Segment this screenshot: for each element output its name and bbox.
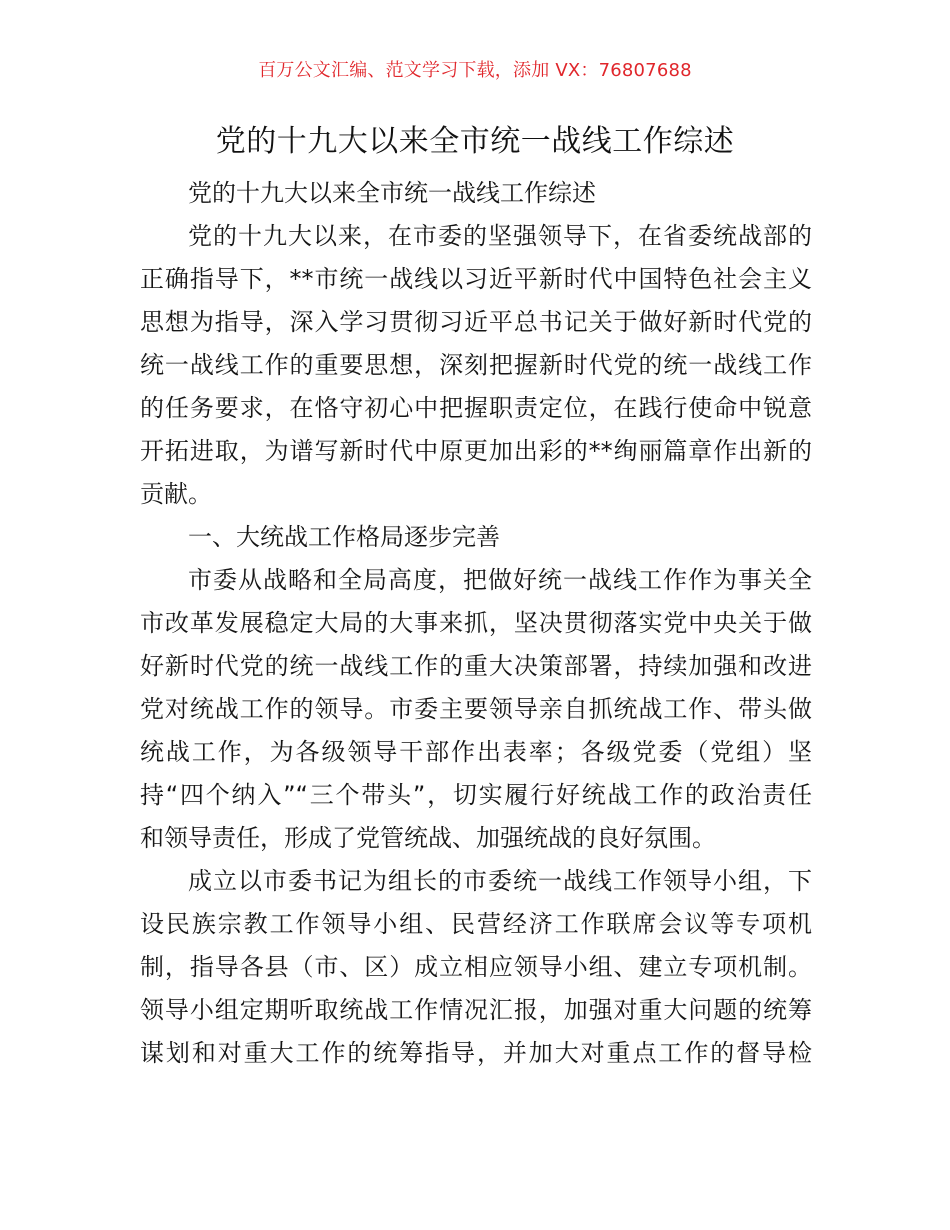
paragraph-line: 制，指导各县（市、区）成立相应领导小组、建立专项机制。 [140,953,812,981]
paragraph-line: 持“四个纳入”“三个带头”，切实履行好统战工作的政治责任 [140,781,812,809]
paragraph-line: 正确指导下，**市统一战线以习近平新时代中国特色社会主义 [140,265,812,293]
paragraph-line: 谋划和对重大工作的统筹指导，并加大对重点工作的督导检 [140,1039,812,1067]
paragraph-line: 贡献。 [140,480,212,508]
paragraph-intro [140,215,812,516]
paragraph-leading-group [140,860,812,1075]
document-body [140,172,812,1075]
paragraph-line: 和领导责任，形成了党管统战、加强统战的良好氛围。 [140,824,716,852]
paragraph-line: 党的十九大以来，在市委的坚强领导下，在省委统战部的 [188,222,812,250]
section-heading: 一、大统战工作格局逐步完善 [188,523,500,551]
paragraph-line: 党对统战工作的领导。市委主要领导亲自抓统战工作、带头做 [140,695,812,723]
watermark-banner: 百万公文汇编、范文学习下载，添加 VX：76807688 [258,60,692,81]
document-title: 党的十九大以来全市统一战线工作综述 [215,124,735,159]
paragraph-line: 设民族宗教工作领导小组、民营经济工作联席会议等专项机 [140,910,812,938]
paragraph-line: 的任务要求，在恪守初心中把握职责定位，在践行使命中锐意 [140,394,812,422]
paragraph-line: 市委从战略和全局高度，把做好统一战线工作作为事关全 [188,566,812,594]
paragraph-line: 好新时代党的统一战线工作的重大决策部署，持续加强和改进 [140,652,812,680]
paragraph-line: 思想为指导，深入学习贯彻习近平总书记关于做好新时代党的 [140,308,812,336]
paragraph-line: 领导小组定期听取统战工作情况汇报，加强对重大问题的统筹 [140,996,812,1024]
paragraph-line: 成立以市委书记为组长的市委统一战线工作领导小组，下 [188,867,812,895]
document-subtitle: 党的十九大以来全市统一战线工作综述 [188,179,596,207]
paragraph-line: 开拓进取，为谱写新时代中原更加出彩的**绚丽篇章作出新的 [140,437,812,465]
paragraph-line: 统一战线工作的重要思想，深刻把握新时代党的统一战线工作 [140,351,812,379]
paragraph-leadership [140,559,812,860]
paragraph-line: 统战工作，为各级领导干部作出表率；各级党委（党组）坚 [140,738,812,766]
paragraph-line: 市改革发展稳定大局的大事来抓，坚决贯彻落实党中央关于做 [140,609,812,637]
